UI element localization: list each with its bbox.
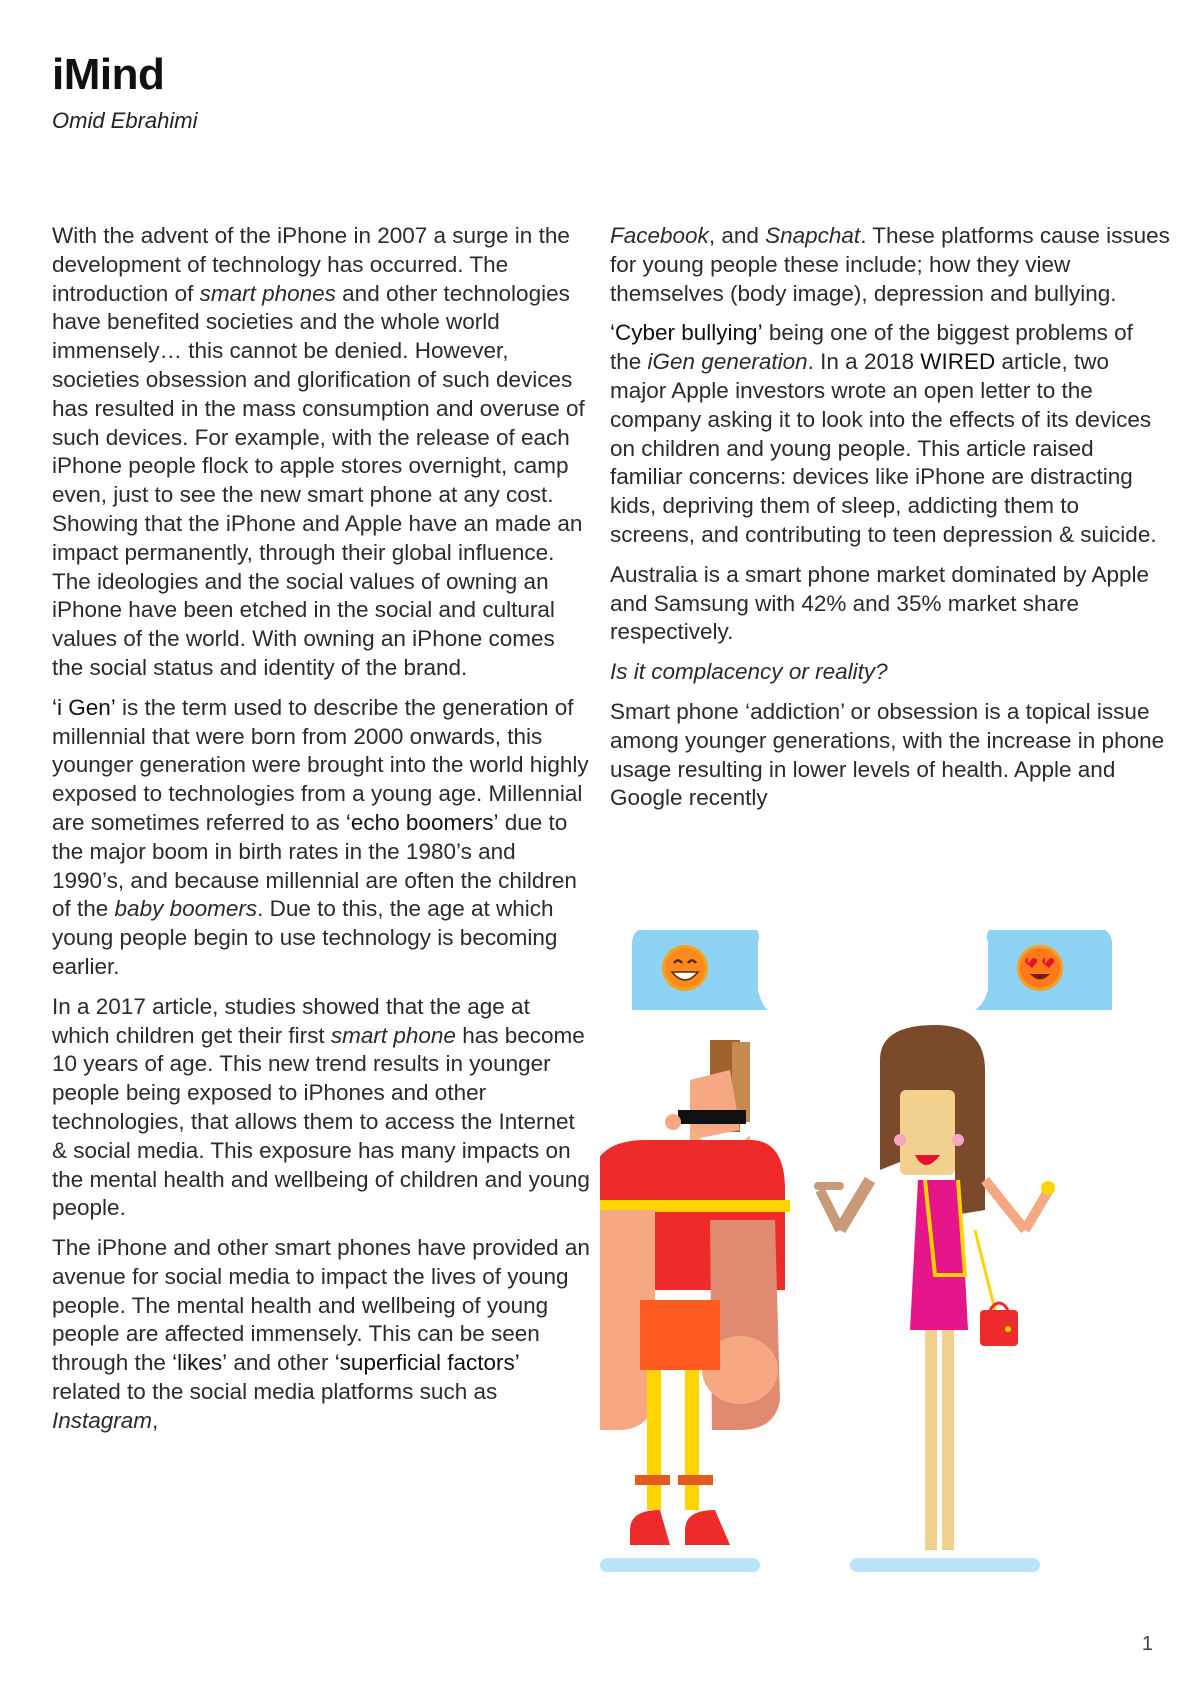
- heart-eyes-emoji-icon: [1017, 945, 1063, 991]
- floor-shadow-left: [600, 1558, 760, 1572]
- page-number: 1: [1141, 1633, 1153, 1655]
- paragraph-cyber-bullying: ‘Cyber bullying’ being one of the biggest problems of the iGen generation. In a 2018 WIRED article, two major Apple investors wrote an open letter to the company asking it to look into the effects of its devices on children and young people. This article raised familiar concerns: devices like iPhone are distracting kids, depriving them of sleep, addicting them to screens, and contributing to teen depression & suicide.: [610, 320, 1157, 547]
- floor-shadow-right: [850, 1558, 1040, 1572]
- author-name: Omid Ebrahimi: [52, 108, 198, 133]
- paragraph-platforms: Facebook, and Snapchat. These platforms cause issues for young people these include; how they view themselves (body image), depression and bullying.: [610, 223, 1170, 306]
- paragraph-australia-market: Australia is a smart phone market dominated by Apple and Samsung with 42% and 35% market share respectively.: [610, 561, 1150, 645]
- paragraph-intro: With the advent of the iPhone in 2007 a surge in the development of technology has occurred. The introduction of smart phones and other technologies have benefited societies and the whole world immensely… this cannot be denied. However, societies obsession and glorification of such devices has resulted in the mass consumption and overuse of such devices. For example, with the release of each iPhone people flock to apple stores overnight, camp even, just to see the new smart phone at any cost. Showing that the iPhone and Apple have an made an impact permanently, through their global influence. The ideologies and the social values of owning an iPhone have been etched in the social and cultural values of the world. With owning an iPhone comes the social status and identity of the brand.: [52, 223, 585, 680]
- grinning-emoji-icon: [662, 945, 708, 991]
- man-figure: [600, 1040, 790, 1545]
- subheading-question: Is it complacency or reality?: [610, 659, 888, 685]
- paragraph-social-media: The iPhone and other smart phones have provided an avenue for social media to impact the lives of young people. The mental health and wellbeing of young people are affected immensely. This can be seen through the ‘likes’ and other ‘superficial factors’ related to the social media platforms such as Instagram,: [52, 1235, 590, 1433]
- paragraph-addiction: Smart phone ‘addiction’ or obsession is a topical issue among younger generations, with the increase in phone usage resulting in lower levels of health. Apple and Google recently: [610, 698, 1165, 811]
- right-column: [610, 222, 1170, 824]
- illustration: [600, 930, 1160, 1590]
- page-title: iMind: [52, 50, 165, 99]
- paragraph-igen: ‘i Gen’ is the term used to describe the generation of millennial that were born from 2000 onwards, this younger generation were brought into the world highly exposed to technologies from a young age. Millennial are sometimes referred to as ‘echo boomers’ due to the major boom in birth rates in the 1980’s and 1990’s, and because millennial are often the children of the baby boomers. Due to this, the age at which young people begin to use technology is becoming earlier.: [52, 694, 589, 979]
- woman-figure: [814, 1025, 1055, 1550]
- left-column: [52, 222, 592, 1447]
- paragraph-2017-article: In a 2017 article, studies showed that the age at which children get their first smart phone has become 10 years of age. This new trend results in younger people being exposed to iPhones and other technologies, that allows them to access the Internet & social media. This exposure has many impacts on the mental health and wellbeing of children and young people.: [52, 993, 590, 1221]
